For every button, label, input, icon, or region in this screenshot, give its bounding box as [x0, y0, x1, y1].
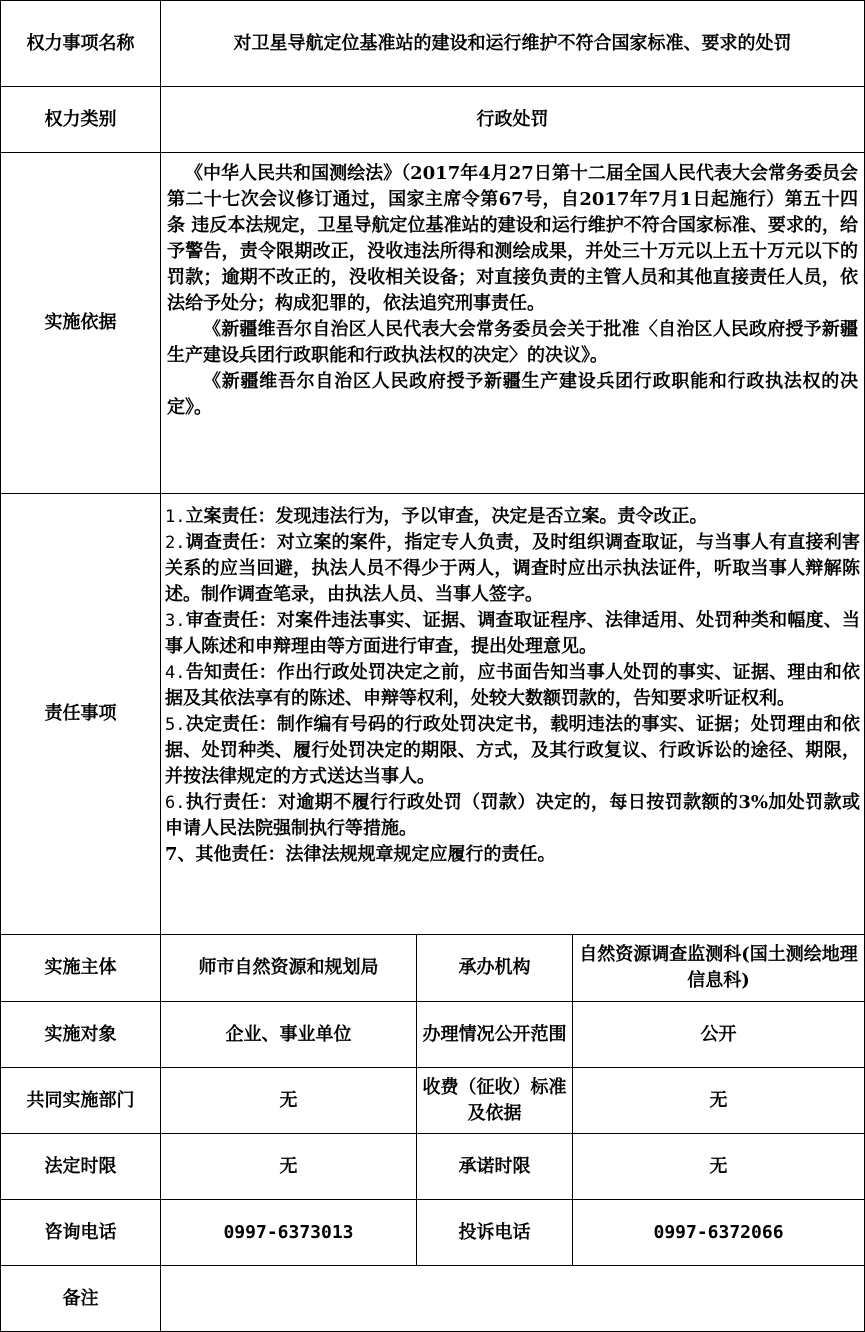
implementing-body-label: 实施主体 — [1, 935, 161, 1002]
item-text: 审查责任：对案件违法事实、证据、调查取证程序、法律适用、处罚种类和幅度、当事人陈述和申辩理由等方面进行审查，提出处理意见。 — [165, 610, 861, 657]
basis-content — [161, 153, 865, 494]
joint-departments-label: 共同实施部门 — [1, 1068, 161, 1134]
responsibility-item — [165, 842, 860, 868]
responsibility-item — [165, 608, 860, 660]
row-phones — [1, 1200, 865, 1266]
responsibility-item — [165, 660, 860, 712]
row-power-name — [1, 1, 865, 87]
complaint-phone-label: 投诉电话 — [417, 1200, 573, 1266]
power-name-label: 权力事项名称 — [1, 1, 161, 87]
consult-phone-value: 0997-6373013 — [161, 1200, 417, 1266]
item-number: 1. — [165, 507, 186, 527]
target-label: 实施对象 — [1, 1002, 161, 1068]
responsibilities-label: 责任事项 — [1, 494, 161, 935]
item-text: 执行责任：对逾期不履行行政处罚（罚款）决定的，每日按罚款额的3%加处罚款或申请人民法院强制执行等措施。 — [165, 792, 861, 839]
promised-limit-value: 无 — [573, 1134, 865, 1200]
item-number: 3. — [165, 611, 186, 631]
item-number: 6. — [165, 793, 186, 813]
row-responsibilities — [1, 494, 865, 935]
item-text: 7、其他责任：法律法规规章规定应履行的责任。 — [165, 844, 556, 865]
statutory-limit-label: 法定时限 — [1, 1134, 161, 1200]
joint-departments-value: 无 — [161, 1068, 417, 1134]
remarks-label: 备注 — [1, 1266, 161, 1332]
fee-standard-value: 无 — [573, 1068, 865, 1134]
handling-agency-label: 承办机构 — [417, 935, 573, 1002]
power-type-value: 行政处罚 — [161, 87, 865, 153]
basis-paragraph: 《新疆维吾尔自治区人民政府授予新疆生产建设兵团行政职能和行政执法权的决定》。 — [167, 371, 859, 418]
row-time-limits — [1, 1134, 865, 1200]
responsibility-item — [165, 530, 860, 608]
complaint-phone-value: 0997-6372066 — [573, 1200, 865, 1266]
target-value: 企业、事业单位 — [161, 1002, 417, 1068]
responsibilities-content — [161, 494, 865, 935]
item-number: 5. — [165, 715, 186, 735]
power-type-label: 权力类别 — [1, 87, 161, 153]
basis-label: 实施依据 — [1, 153, 161, 494]
row-remarks — [1, 1266, 865, 1332]
row-basis — [1, 153, 865, 494]
item-number: 2. — [165, 533, 186, 553]
item-text: 告知责任：作出行政处罚决定之前，应书面告知当事人处罚的事实、证据、理由和依据及其依法享有的陈述、申辩等权利，处较大数额罚款的，告知要求听证权利。 — [165, 662, 861, 709]
handling-agency-value: 自然资源调查监测科(国土测绘地理信息科) — [573, 935, 865, 1002]
disclosure-scope-value: 公开 — [573, 1002, 865, 1068]
remarks-value — [161, 1266, 865, 1332]
fee-standard-label: 收费（征收）标准及依据 — [417, 1068, 573, 1134]
promised-limit-label: 承诺时限 — [417, 1134, 573, 1200]
item-text: 立案责任：发现违法行为，予以审查，决定是否立案。责令改正。 — [185, 506, 708, 527]
responsibility-item — [165, 504, 860, 530]
statutory-limit-value: 无 — [161, 1134, 417, 1200]
row-power-type — [1, 87, 865, 153]
row-implementing-body — [1, 935, 865, 1002]
disclosure-scope-label: 办理情况公开范围 — [417, 1002, 573, 1068]
item-text: 决定责任：制作编有号码的行政处罚决定书，载明违法的事实、证据；处罚理由和依据、处罚种类、履行处罚决定的期限、方式，及其行政复议、行政诉讼的途径、期限，并按法律规定的方式送达当事人。 — [165, 714, 861, 787]
basis-paragraph: 《新疆维吾尔自治区人民代表大会常务委员会关于批准〈自治区人民政府授予新疆生产建设兵团行政职能和行政执法权的决定〉的决议》。 — [167, 319, 859, 366]
row-target — [1, 1002, 865, 1068]
responsibility-item — [165, 790, 860, 842]
row-joint-departments — [1, 1068, 865, 1134]
power-name-value: 对卫星导航定位基准站的建设和运行维护不符合国家标准、要求的处罚 — [161, 1, 865, 87]
item-number: 4. — [165, 663, 186, 683]
consult-phone-label: 咨询电话 — [1, 1200, 161, 1266]
implementing-body-value: 师市自然资源和规划局 — [161, 935, 417, 1002]
item-text: 调查责任：对立案的案件，指定专人负责，及时组织调查取证，与当事人有直接利害关系的应当回避，执法人员不得少于两人，调查时应出示执法证件，听取当事人辩解陈述。制作调查笔录，由执法人员、当事人签字。 — [165, 532, 861, 605]
responsibility-item — [165, 712, 860, 790]
basis-paragraph: 《中华人民共和国测绘法》（2017年4月27日第十二届全国人民代表大会常务委员会第二十七次会议修订通过，国家主席令第67号，自2017年7月1日起施行）第五十四条 违反本法规定，卫星导航定位基准站的建设和运行维护不符合国家标准、要求的，给予警告，责令限期改正，没收违法所得和测绘成果，并处三十万元以上五十万元以下的罚款；逾期不改正的，没收相关设备；对直接负责的主管人员和其他直接责任人员，依法给予处分；构成犯罪的，依法追究刑事责任。 — [167, 163, 859, 314]
